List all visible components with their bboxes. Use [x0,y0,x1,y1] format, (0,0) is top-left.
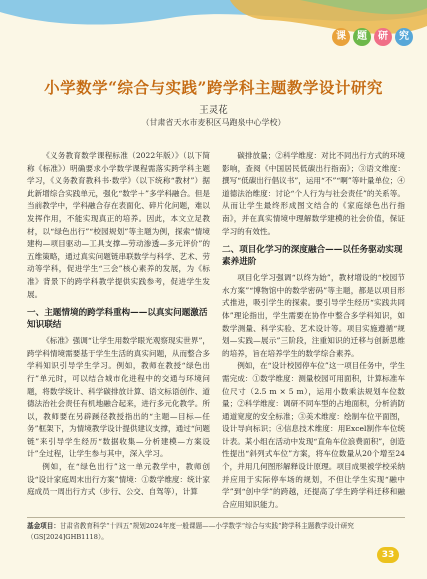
body-paragraph: 例如，在“设计校园停车位”这一项目任务中，学生需完成：①数学维度：测量校园可用面积，计算标准车位尺寸（2.5 m × 5 m），运用小数乘法规划车位数量；②科学维度：调研不同车型的占地面积，分析消防通道宽度的安全标准；③美术维度：绘制车位平面图，设计导向标识；④信息技术维度：用Excel制作车位统计表。某小组在活动中发现“直角车位浪费面积”，创造性提出“斜列式车位”方案，将车位数量从20个增至24个，并用几何图形解释设计原理。项目成果被学校采纳并应用于实际停车场的规划，不但让学生实现“融中学”到“创中学”的跨越，还提高了学生跨学科迁移和融合应用知识能力。 [222,361,405,509]
right-column [222,150,405,511]
left-column [27,150,210,499]
abstract-paragraph: 《义务教育数学课程标准（2022年版）》（以下简称《标准》）明确要求小学数学课程需落实跨学科主题学习，《义务教育教科书·数学》（以下统称“教材”）据此新增综合实践单元，强化“数学＋”多学科融合。但是当前教学中，学科融合存在表面化、碎片化问题，难以发挥作用，不能实现真正的培养。因此，本文立足教材，以“绿色出行”“校园规划”等主题为例，探索“情境建构—项目驱动—工具支撑—劳动渗透—多元评价”的五维策略，通过真实问题链串联数学与科学、艺术、劳动等学科，促进学生“三会”核心素养的发展，为《标准》背景下的跨学科教学提供实践参考，促进学生发展。 [27,151,210,299]
body-paragraph: 项目化学习强调“以终为始”，教材增设的“校园节水方案”“博物馆中的数学密码”等主题，都是以项目形式推进，吸引学生的探索。要引导学生经历“实践共同体”理论指出，学生需要在协作中整合多学科知识，如数学测量、科学实验、艺术设计等。项目实施遵循“规划—实践—展示”三阶段，注重知识的迁移与创新思维的培养，旨在培养学生的数学综合素养。 [222,273,405,358]
column-badge: 研 [374,28,392,46]
page-number: 33 [377,547,399,563]
body-paragraph: 例如，在“绿色出行”这一单元教学中，教师创设“设计家庭周末出行方案”情境：①数学维度：统计家庭成员一周出行方式（步行、公交、自驾等），计算 [27,462,210,497]
fund-text: 甘肃省教育科学“十四五”规划2024年度一般课题——小学数学“综合与实践”跨学科主题教学设计研究（GS[2024]GHB1118）。 [27,522,354,541]
fund-label: 基金项目： [27,522,60,530]
footnote-divider [27,517,405,518]
column-badge: 题 [353,28,371,46]
section-2-heading: 二、项目化学习的深度融合——以任务驱动实现素养进阶 [222,245,403,268]
column-badge-group [332,28,413,46]
section-1-heading: 一、主题情境的跨学科重构——以真实问题激活知识联结 [27,308,208,331]
article-title: 小学数学“综合与实践”跨学科主题教学设计研究 [44,78,383,97]
body-paragraph: 碳排放量；②科学维度：对比不同出行方式的环境影响，查阅《中国居民低碳出行指南》；③语文维度：撰写“低碳出行倡议书”，运用“不”“啊”等叶量单位；④道德法治维度：讨论“个人行为与社会责任”的关系等。从而让学生最终形成图文结合的《家庭绿色出行指南》，并在真实情境中理解数学建模的社会价值，保证学习的有效性。 [222,151,405,236]
fund-footnote [27,521,405,543]
author-affiliation: （甘肃省天水市麦积区马跑泉中心学校） [141,118,286,127]
article-author: 王灵花 [199,105,228,116]
column-badge: 究 [395,28,413,46]
body-paragraph: 《标准》强调“让学生用数学眼光观察现实世界”，跨学科情境需要基于学生生活的真实问题，从而整合多学科知识引导学生学习。例如，教师在教授“绿色出行”单元时，可以结合城市化进程中的交通与环境问题，将数学统计、科学碳排放计算、语文标语创作、道德法治社会责任有机地融合起来，进行多元化教学。所以，教师要在另辟蹊径教授指出的“主题—目标—任务”框架下，为情境教学设计提供建议支撑，通过“问题链”来引导学生经历“数据收集—分析建模—方案设计”全过程，让学生参与其中，深入学习。 [27,336,210,459]
column-badge: 课 [332,28,350,46]
